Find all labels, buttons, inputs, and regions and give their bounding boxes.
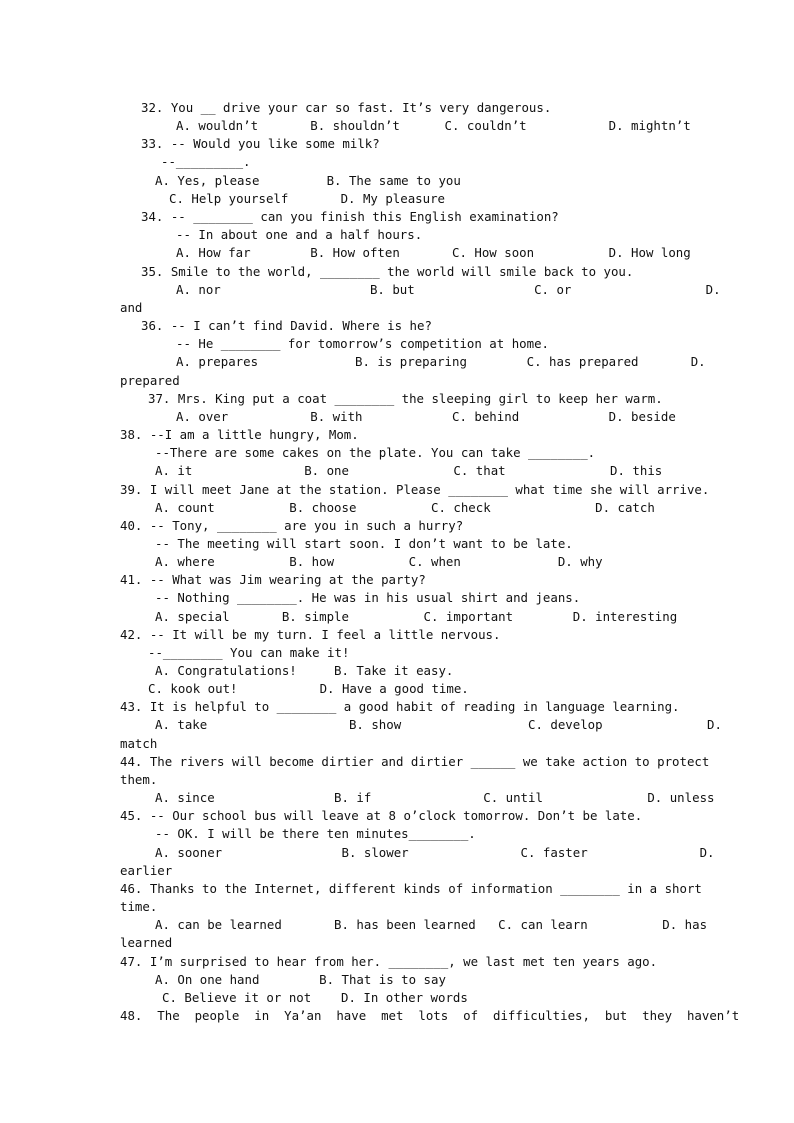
question-35-stem: 35. Smile to the world, ________ the world will smile back to you.: [141, 264, 634, 279]
question-43-options-wrap: match: [120, 736, 158, 751]
question-33-stem: 33. -- Would you like some milk?: [141, 136, 380, 151]
question-42-options-2: C. kook out! D. Have a good time.: [148, 681, 469, 696]
question-47-options-1: A. On one hand B. That is to say: [155, 972, 446, 987]
question-45-response: -- OK. I will be there ten minutes________.: [155, 826, 476, 841]
question-42-response: --________ You can make it!: [148, 645, 350, 660]
question-36-options-wrap: prepared: [120, 373, 180, 388]
question-36-response: -- He ________ for tomorrow’s competition at home.: [176, 336, 549, 351]
question-47-options-2: C. Believe it or not D. In other words: [162, 990, 468, 1005]
question-38-options: A. it B. one C. that D. this: [155, 463, 663, 478]
question-38-response: --There are some cakes on the plate. You can take ________.: [155, 445, 596, 460]
question-45-options-wrap: earlier: [120, 863, 173, 878]
question-41-stem: 41. -- What was Jim wearing at the party?: [120, 572, 426, 587]
question-42-options-1: A. Congratulations! B. Take it easy.: [155, 663, 454, 678]
question-38-stem: 38. --I am a little hungry, Mom.: [120, 427, 359, 442]
question-40-stem: 40. -- Tony, ________ are you in such a hurry?: [120, 518, 464, 533]
question-34-options: A. How far B. How often C. How soon D. How long: [176, 245, 691, 260]
question-47-stem: 47. I’m surprised to hear from her. ________, we last met ten years ago.: [120, 954, 658, 969]
question-37-options: A. over B. with C. behind D. beside: [176, 409, 676, 424]
question-43-options: A. take B. show C. develop D.: [155, 717, 722, 732]
question-41-response: -- Nothing ________. He was in his usual shirt and jeans.: [155, 590, 581, 605]
question-35-options: A. nor B. but C. or D.: [176, 282, 721, 297]
question-42-stem: 42. -- It will be my turn. I feel a little nervous.: [120, 627, 501, 642]
question-40-response: -- The meeting will start soon. I don’t want to be late.: [155, 536, 573, 551]
question-44-stem-wrap: them.: [120, 772, 158, 787]
question-46-options-wrap: learned: [120, 935, 173, 950]
question-36-stem: 36. -- I can’t find David. Where is he?: [141, 318, 432, 333]
question-35-options-wrap: and: [120, 300, 143, 315]
question-39-stem: 39. I will meet Jane at the station. Please ________ what time she will arrive.: [120, 482, 710, 497]
question-37-stem: 37. Mrs. King put a coat ________ the sleeping girl to keep her warm.: [148, 391, 663, 406]
question-45-options: A. sooner B. slower C. faster D.: [155, 845, 715, 860]
question-40-options: A. where B. how C. when D. why: [155, 554, 603, 569]
question-44-stem: 44. The rivers will become dirtier and dirtier ______ we take action to protect: [120, 754, 710, 769]
question-46-options: A. can be learned B. has been learned C. can learn D. has: [155, 917, 708, 932]
question-39-options: A. count B. choose C. check D. catch: [155, 500, 655, 515]
question-34-response: -- In about one and a half hours.: [176, 227, 423, 242]
question-34-stem: 34. -- ________ can you finish this English examination?: [141, 209, 559, 224]
question-46-stem: 46. Thanks to the Internet, different kinds of information ________ in a short: [120, 881, 702, 896]
question-33-options-2: C. Help yourself D. My pleasure: [169, 191, 446, 206]
question-32-stem: 32. You __ drive your car so fast. It’s very dangerous.: [141, 100, 552, 115]
question-48-stem: 48. The people in Ya’an have met lots of difficulties, but they haven’t: [120, 1008, 740, 1023]
question-33-response: --_________.: [161, 154, 251, 169]
question-32-options: A. wouldn’t B. shouldn’t C. couldn’t D. mightn’t: [176, 118, 691, 133]
question-41-options: A. special B. simple C. important D. interesting: [155, 609, 678, 624]
question-44-options: A. since B. if C. until D. unless: [155, 790, 715, 805]
question-33-options-1: A. Yes, please B. The same to you: [155, 173, 461, 188]
question-46-stem-wrap: time.: [120, 899, 158, 914]
question-43-stem: 43. It is helpful to ________ a good habit of reading in language learning.: [120, 699, 680, 714]
question-36-options: A. prepares B. is preparing C. has prepared D.: [176, 354, 706, 369]
question-45-stem: 45. -- Our school bus will leave at 8 o’clock tomorrow. Don’t be late.: [120, 808, 643, 823]
